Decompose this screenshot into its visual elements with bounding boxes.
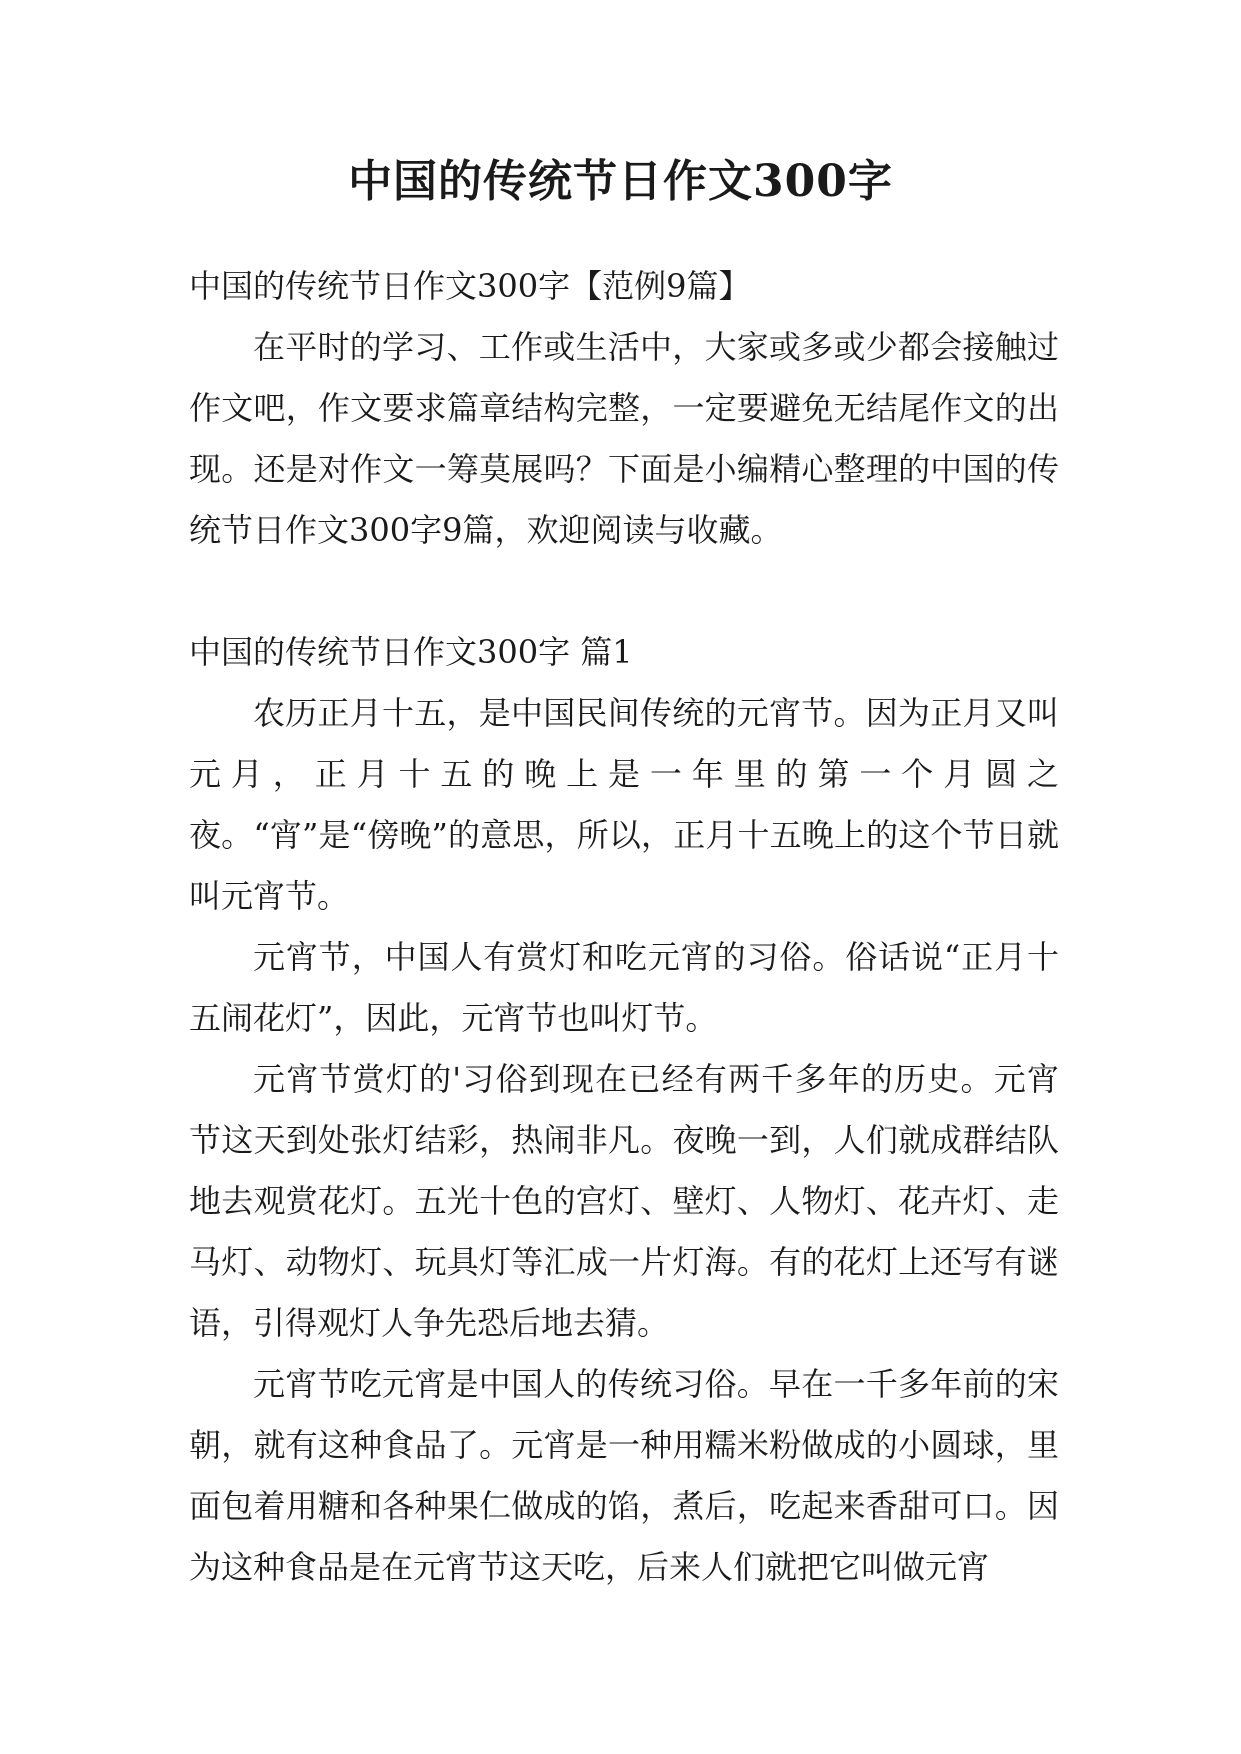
intro-paragraph: 在平时的学习、工作或生活中，大家或多或少都会接触过作文吧，作文要求篇章结构完整，一定要避免无结尾作文的出现。还是对作文一筹莫展吗？下面是小编精心整理的中国的传统节日作文300字9篇，欢迎阅读与收藏。 [189, 328, 1059, 549]
body-paragraph: 元宵节，中国人有赏灯和吃元宵的习俗。俗话说“正月十五闹花灯”，因此，元宵节也叫灯节。 [189, 938, 1059, 1037]
document-title: 中国的传统节日作文300字 [348, 156, 893, 207]
body-paragraph: 元宵节吃元宵是中国人的传统习俗。早在一千多年前的宋朝，就有这种食品了。元宵是一种用糯米粉做成的小圆球，里面包着用糖和各种果仁做成的馅，煮后，吃起来香甜可口。因为这种食品是在元宵节这天吃，后来人们就把它叫做元宵 [189, 1365, 1059, 1586]
document-body [189, 256, 1059, 1598]
body-paragraph: 元宵节赏灯的'习俗到现在已经有两千多年的历史。元宵节这天到处张灯结彩，热闹非凡。夜晚一到，人们就成群结队地去观赏花灯。五光十色的宫灯、壁灯、人物灯、花卉灯、走马灯、动物灯、玩具灯等汇成一片灯海。有的花灯上还写有谜语，引得观灯人争先恐后地去猜。 [189, 1060, 1059, 1342]
body-paragraph: 农历正月十五，是中国民间传统的元宵节。因为正月又叫元月，正月十五的晚上是一年里的第一个月圆之夜。“宵”是“傍晚”的意思，所以，正月十五晚上的这个节日就叫元宵节。 [189, 694, 1059, 915]
section-gap [189, 561, 1059, 622]
section-heading-1: 中国的传统节日作文300字 篇1 [189, 633, 633, 671]
collection-subtitle: 中国的传统节日作文300字【范例9篇】 [189, 267, 751, 305]
